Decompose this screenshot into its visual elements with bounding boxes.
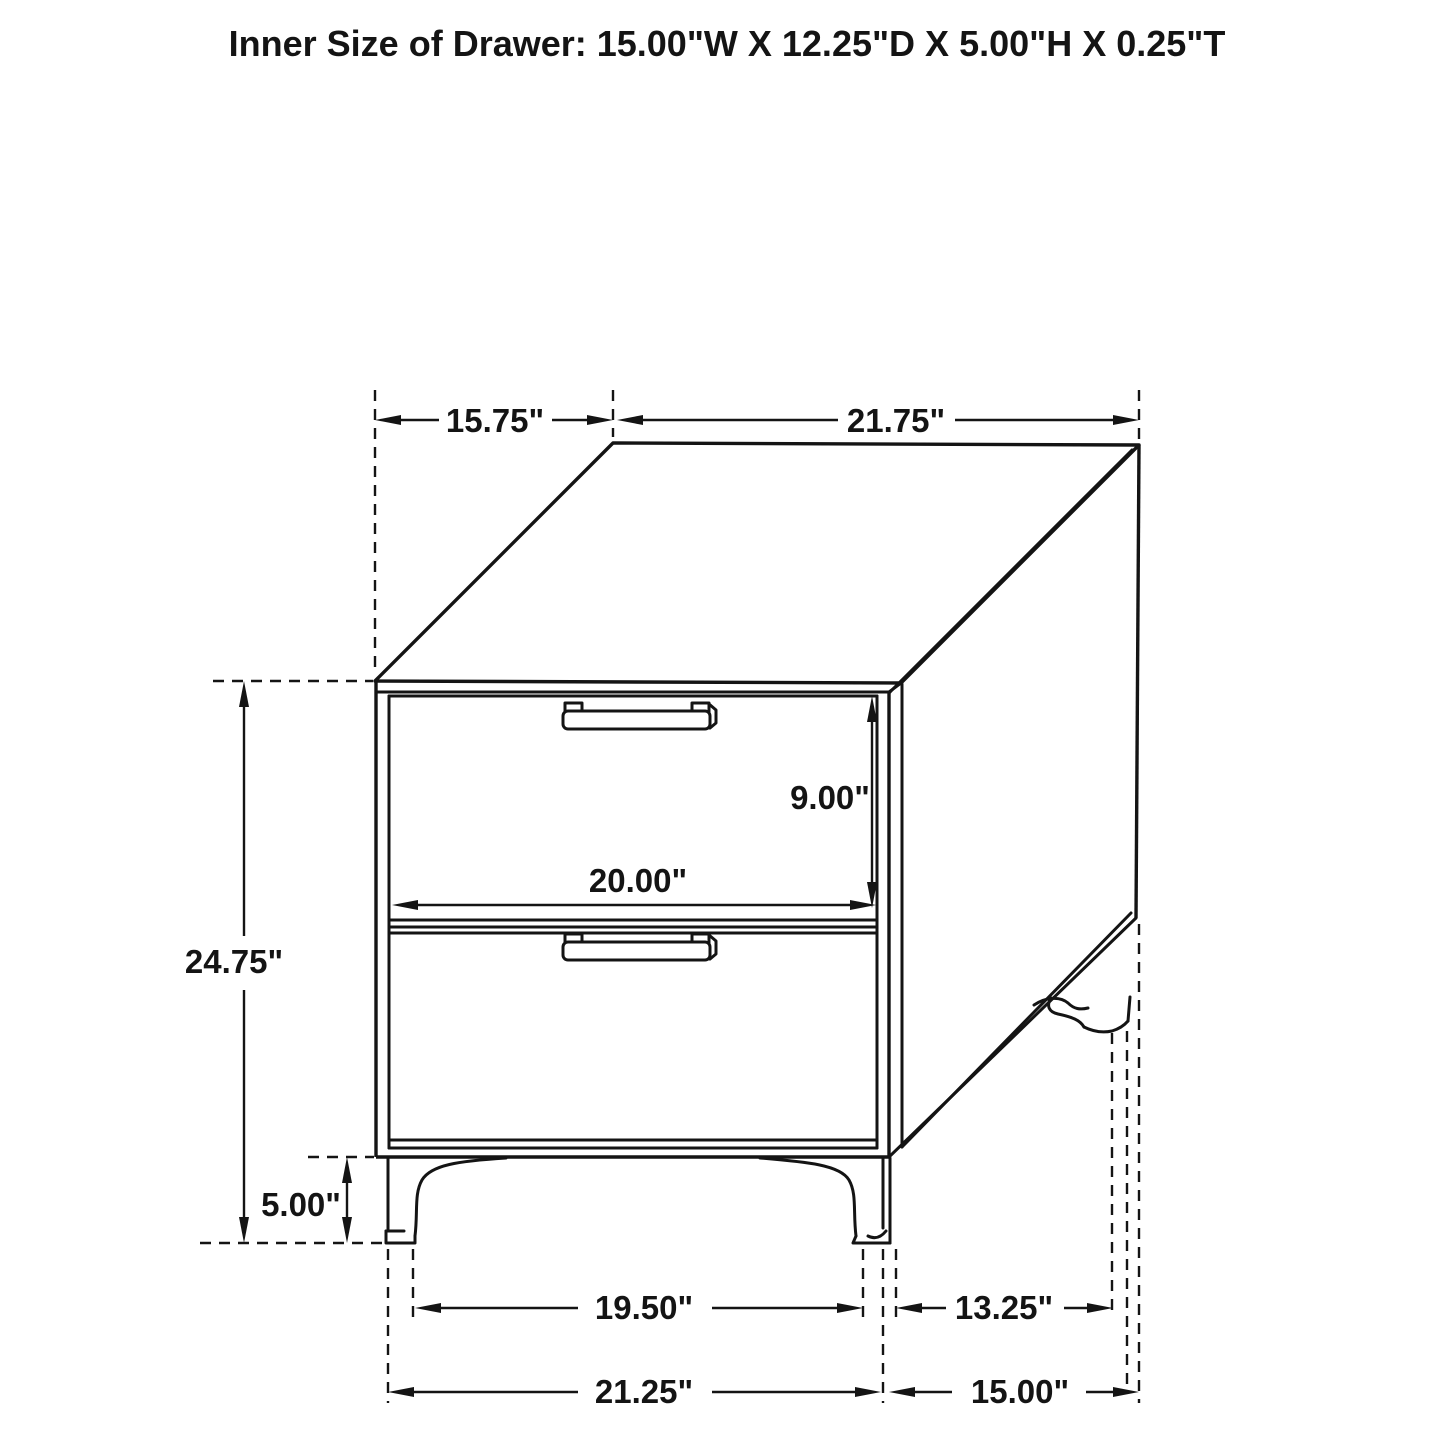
arrowhead (617, 415, 643, 425)
dim-label-drawer-height: 9.00" (790, 779, 870, 816)
dim-label-top-width: 21.75" (846, 402, 946, 439)
arrowhead (392, 900, 418, 910)
front-face (376, 681, 889, 1157)
dimension-drawer-height (790, 696, 877, 908)
dimension-drawer-width (392, 862, 876, 910)
top-panel (375, 443, 1139, 692)
side-bottom-edge-lower (889, 918, 1136, 1157)
side-panel (889, 445, 1139, 1157)
dimension-cabinet-height (185, 681, 283, 1243)
arrowhead (388, 1387, 414, 1397)
handle-bar (563, 711, 710, 729)
dimension-top-width (617, 402, 1139, 439)
dim-label-top-depth: 15.75" (445, 402, 545, 439)
drawer-2-handle (563, 934, 716, 960)
diagram-title: Inner Size of Drawer: 15.00"W X 12.25"D X 5.00"H X 0.25"T (228, 23, 1226, 64)
drawer-1-handle (563, 703, 716, 729)
arrowhead (587, 415, 613, 425)
dim-label-feet-outer-width: 21.25" (594, 1373, 694, 1410)
leg-foot-notch (868, 1231, 886, 1238)
arrowhead (239, 681, 249, 707)
dim-label-feet-inner-width: 19.50" (594, 1289, 694, 1326)
handle-bar (563, 942, 710, 960)
back-right-leg (1034, 997, 1130, 1032)
arrowhead (1113, 415, 1139, 425)
leg-foot (1084, 1021, 1128, 1032)
dim-label-side-feet-span: 13.25" (954, 1289, 1054, 1326)
arrowhead (889, 1387, 915, 1397)
top-panel-outline (375, 443, 1139, 683)
arrowhead (837, 1303, 863, 1313)
arrowhead (855, 1387, 881, 1397)
side-back-edge (1136, 445, 1139, 918)
arrowhead (375, 415, 401, 425)
arrowhead (1113, 1387, 1139, 1397)
dimension-top-depth (375, 402, 613, 439)
dim-label-drawer-width: 20.00" (588, 862, 688, 899)
arrowhead (415, 1303, 441, 1313)
arrowhead (239, 1217, 249, 1243)
front-right-leg (760, 1158, 890, 1243)
front-left-leg (386, 1158, 506, 1243)
dim-label-side-feet-depth: 15.00" (970, 1373, 1070, 1410)
top-panel-side-edge (890, 450, 1132, 692)
dimension-side-feet-span (896, 1289, 1113, 1326)
dim-label-cabinet-height: 24.75" (184, 943, 284, 980)
dimension-feet-outer-width (388, 1373, 881, 1410)
arrowhead (342, 1217, 352, 1243)
dimension-leg-height (261, 1157, 352, 1243)
dimension-feet-inner-width (415, 1289, 863, 1326)
nightstand-drawing (375, 443, 1139, 1243)
leg-curve (760, 1158, 856, 1236)
arrowhead (342, 1157, 352, 1183)
arrowhead (896, 1303, 922, 1313)
arrowhead (1087, 1303, 1113, 1313)
leg-foot (386, 1231, 415, 1243)
leg-curve (415, 1158, 506, 1236)
leg-back-edge (1128, 997, 1130, 1021)
dim-label-leg-height: 5.00" (261, 1186, 341, 1223)
dimension-side-feet-depth (889, 1373, 1139, 1410)
